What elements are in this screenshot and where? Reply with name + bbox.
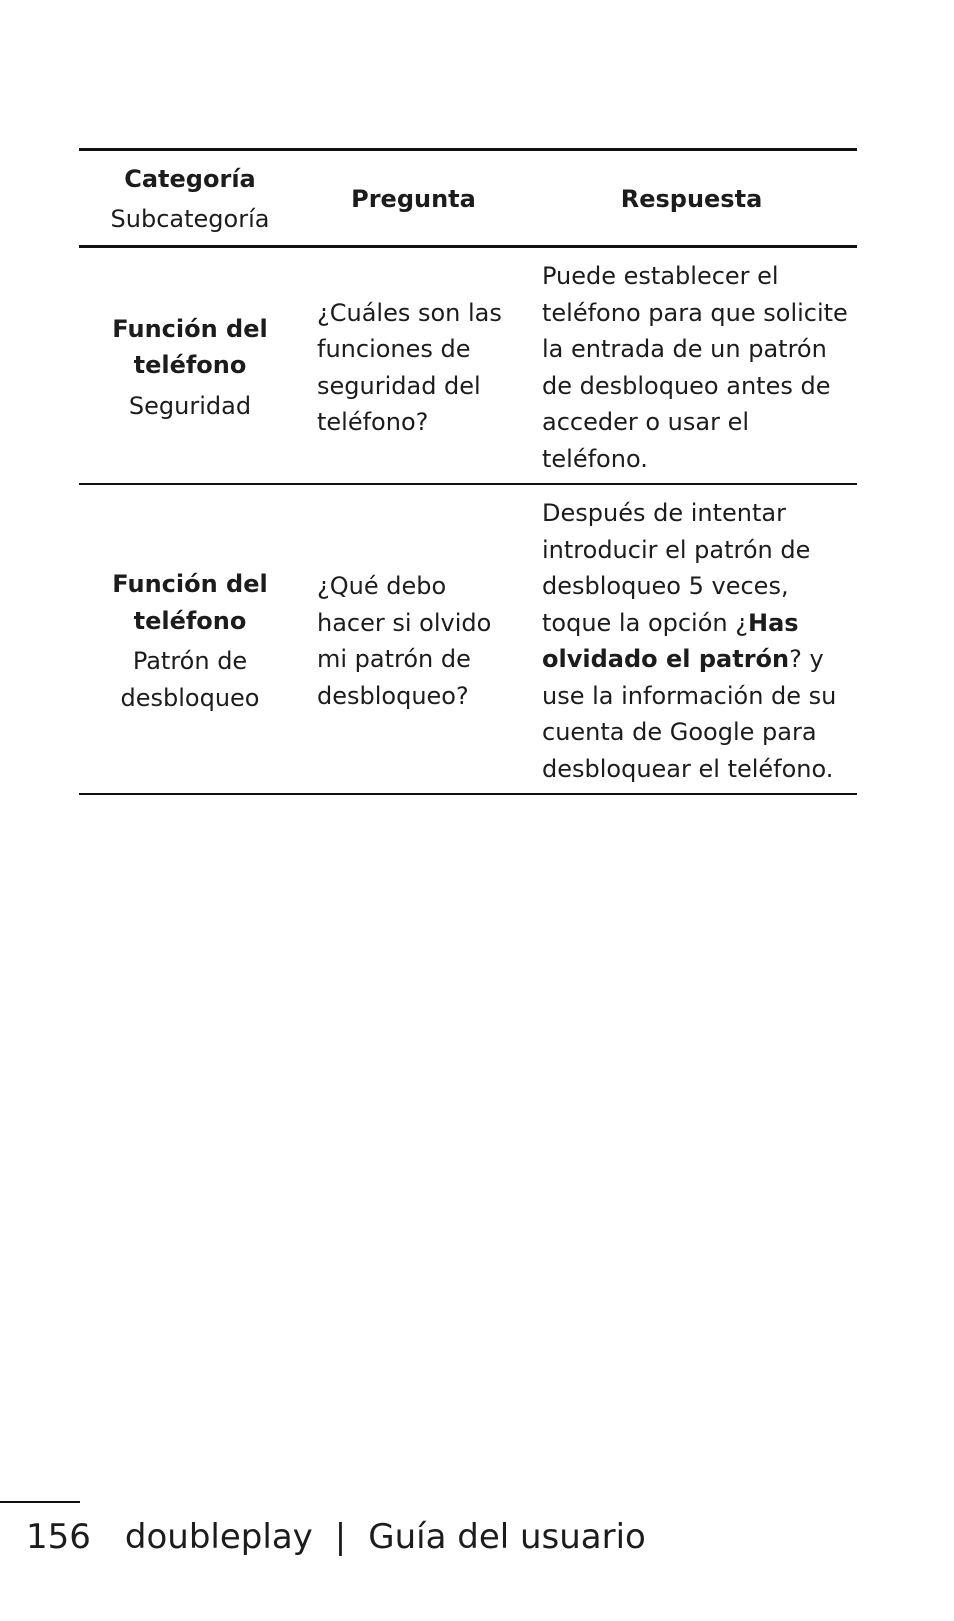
- row-question: ¿Qué debo hacer si olvido mi patrón de desbloqueo?: [301, 484, 526, 794]
- page-footer: [26, 1516, 646, 1558]
- row-category: Función del teléfono: [112, 570, 268, 635]
- product-name: doubleplay: [124, 1517, 313, 1557]
- row-answer: Puede establecer el teléfono para que solicite la entrada de un patrón de desbloqueo antes de acceder o usar el teléfono.: [526, 247, 857, 485]
- row-answer: [526, 484, 857, 794]
- header-answer: [526, 150, 857, 247]
- table-row: [79, 247, 857, 485]
- row-category-cell: [79, 247, 301, 485]
- row-subcategory: Seguridad: [128, 391, 252, 420]
- table-header-row: [79, 150, 857, 247]
- header-question-label: Pregunta: [351, 185, 476, 213]
- table-row: [79, 484, 857, 794]
- row-subcategory: Patrón de desbloqueo: [120, 647, 260, 712]
- footer-separator: |: [334, 1517, 347, 1557]
- header-question: [301, 150, 526, 247]
- header-category-label: Categoría: [124, 165, 256, 193]
- row-category: Función del teléfono: [112, 314, 268, 380]
- header-subcategory-label: Subcategoría: [110, 205, 270, 233]
- row-answer-text: Después de intentar introducir el patrón de desbloqueo 5 veces, toque la opción ¿: [542, 499, 811, 637]
- header-answer-label: Respuesta: [620, 185, 763, 213]
- header-category: [79, 150, 301, 247]
- footer-rule: [0, 1501, 80, 1503]
- row-answer-option: Has olvidado el patrón: [542, 608, 799, 673]
- row-category-cell: [79, 484, 301, 794]
- faq-table: [79, 148, 857, 795]
- guide-title: Guía del usuario: [368, 1517, 646, 1557]
- row-question: ¿Cuáles son las funciones de seguridad del teléfono?: [301, 247, 526, 485]
- page-number: 156: [26, 1517, 91, 1557]
- row-answer-text-end: ? y use la información de su cuenta de Google para desbloquear el teléfono.: [542, 645, 837, 783]
